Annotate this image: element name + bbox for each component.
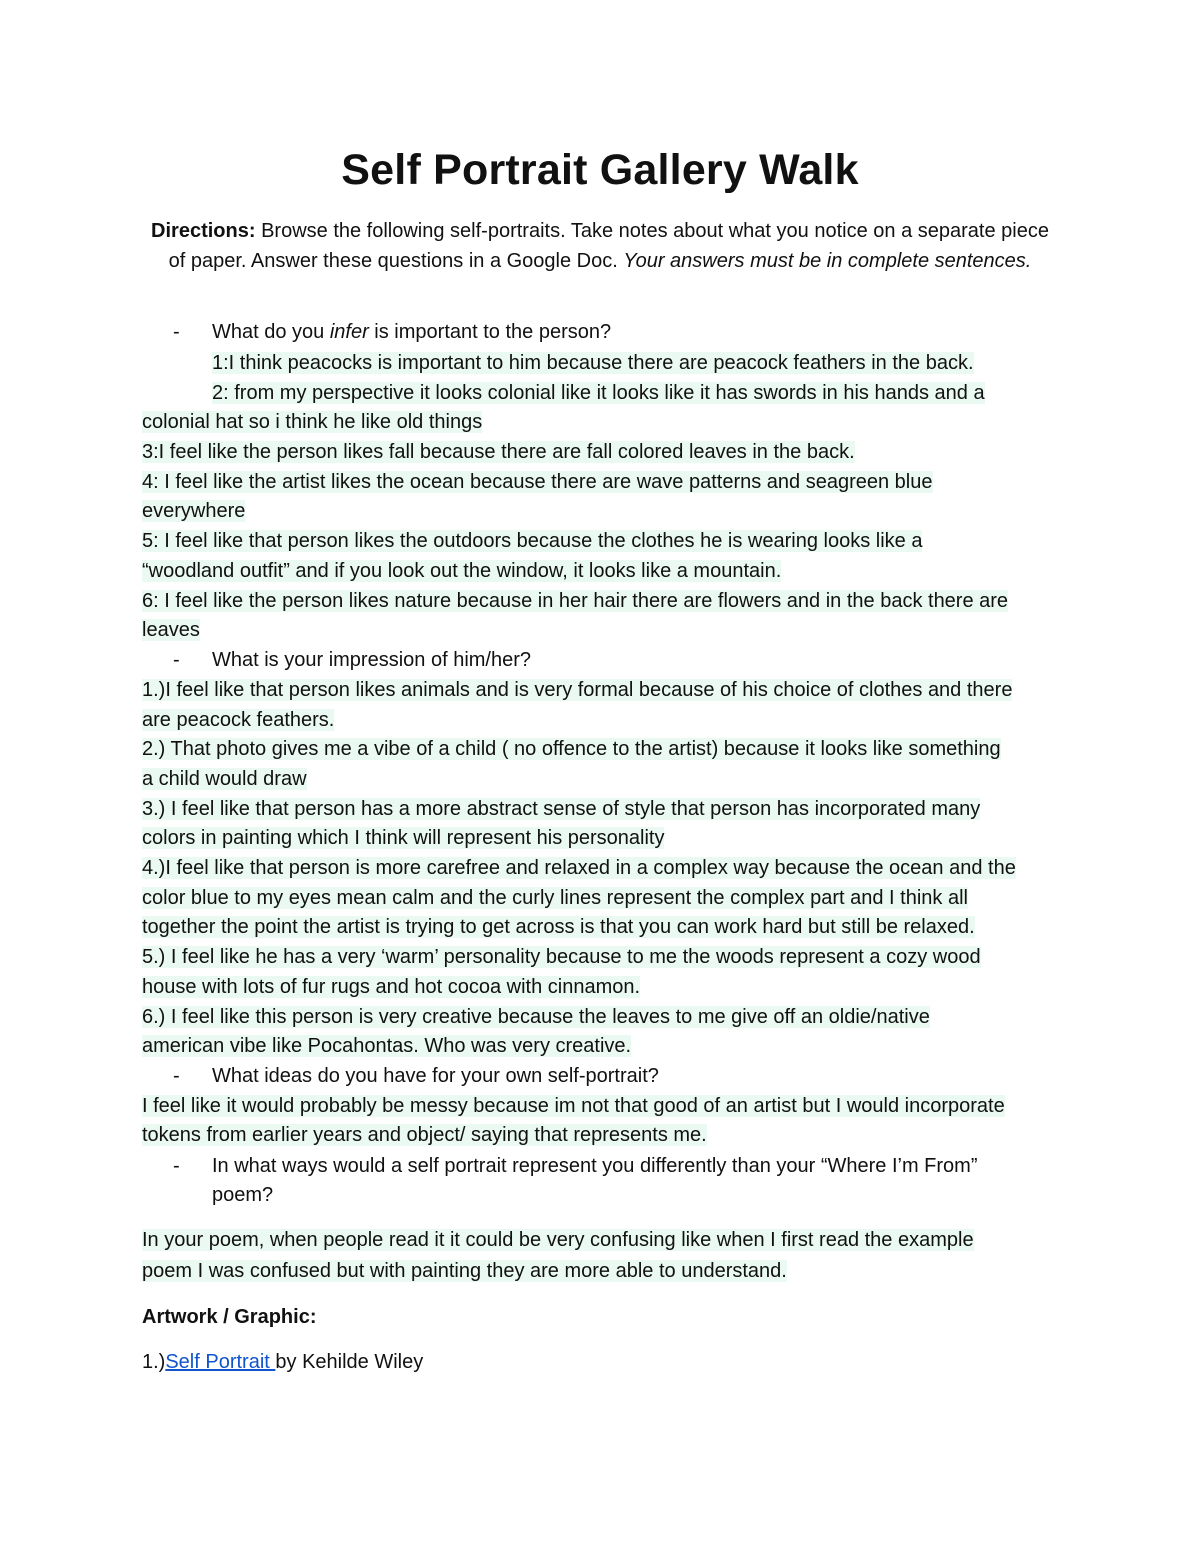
directions-paragraph <box>150 216 1050 276</box>
question-infer <box>212 318 611 348</box>
answer-line: 6: I feel like the person likes nature because in her hair there are flowers and in the back there are <box>142 590 1009 612</box>
bullet-dash: - <box>173 1065 180 1087</box>
answer-line: 1.)I feel like that person likes animals and is very formal because of his choice of clothes and there <box>142 679 1013 701</box>
answer-line: 5: I feel like that person likes the outdoors because the clothes he is wearing looks like a <box>142 530 923 552</box>
answer-line: 3.) I feel like that person has a more abstract sense of style that person has incorporated many <box>142 798 981 820</box>
answer-line: house with lots of fur rugs and hot cocoa with cinnamon. <box>142 976 641 998</box>
answer-line: american vibe like Pocahontas. Who was very creative. <box>142 1035 632 1057</box>
bullet-dash: - <box>173 1155 180 1177</box>
answer-line: poem I was confused but with painting they are more able to understand. <box>142 1260 787 1282</box>
answer-line: together the point the artist is trying to get across is that you can work hard but still be relaxed. <box>142 916 975 938</box>
answer-line: colors in painting which I think will represent his personality <box>142 827 665 849</box>
question-differently: In what ways would a self portrait represent you differently than your “Where I’m From” <box>212 1155 978 1177</box>
question-italic-word: infer <box>329 321 369 343</box>
directions-label: Directions: <box>151 220 256 242</box>
bullet-dash: - <box>173 321 180 343</box>
answer-line: color blue to my eyes mean calm and the curly lines represent the complex part and I think all <box>142 887 968 909</box>
answer-line: 2.) That photo gives me a vibe of a child ( no offence to the artist) because it looks like something <box>142 738 1001 760</box>
answer-line: 6.) I feel like this person is very creative because the leaves to me give off an oldie/native <box>142 1006 930 1028</box>
directions-text: Browse the following self-portraits. Take notes about what you notice on a separate piece of paper. Answer these questions in a Google Doc. <box>168 220 1049 272</box>
answer-line: In your poem, when people read it it could be very confusing like when I first read the example <box>142 1229 974 1251</box>
answer-line: colonial hat so i think he like old things <box>142 411 483 433</box>
answer-line: 4.)I feel like that person is more carefree and relaxed in a complex way because the ocean and the <box>142 857 1016 879</box>
answer-line: everywhere <box>142 500 246 522</box>
bullet-dash: - <box>173 649 180 671</box>
artwork-item-suffix: by Kehilde Wiley <box>275 1351 424 1373</box>
question-own-portrait: What ideas do you have for your own self-portrait? <box>212 1065 659 1087</box>
artwork-heading: Artwork / Graphic: <box>142 1306 317 1328</box>
answer-line: tokens from earlier years and object/ saying that represents me. <box>142 1124 707 1146</box>
question-text-part: is important to the person? <box>368 321 612 343</box>
directions-italic: Your answers must be in complete sentences. <box>623 250 1032 272</box>
answer-line: leaves <box>142 619 200 641</box>
question-text-part: What do you <box>212 321 330 343</box>
question-impression: What is your impression of him/her? <box>212 649 532 671</box>
answer-line: 3:I feel like the person likes fall because there are fall colored leaves in the back. <box>142 441 855 463</box>
answer-line: 4: I feel like the artist likes the ocean because there are wave patterns and seagreen blue <box>142 471 933 493</box>
answer-line: 1:I think peacocks is important to him because there are peacock feathers in the back. <box>212 352 974 374</box>
answer-line: 5.) I feel like he has a very ‘warm’ personality because to me the woods represent a cozy wood <box>142 946 981 968</box>
artwork-item-prefix: 1.) <box>142 1351 166 1373</box>
page-title: Self Portrait Gallery Walk <box>341 146 859 194</box>
question-differently-cont: poem? <box>212 1184 274 1206</box>
answer-line: I feel like it would probably be messy because im not that good of an artist but I would incorporate <box>142 1095 1005 1117</box>
answer-line: 2: from my perspective it looks colonial like it looks like it has swords in his hands and a <box>212 382 985 404</box>
artwork-item <box>142 1348 423 1378</box>
answer-line: a child would draw <box>142 768 307 790</box>
artwork-link[interactable]: Self Portrait <box>165 1351 276 1373</box>
answer-line: are peacock feathers. <box>142 709 335 731</box>
answer-line: “woodland outfit” and if you look out the window, it looks like a mountain. <box>142 560 782 582</box>
